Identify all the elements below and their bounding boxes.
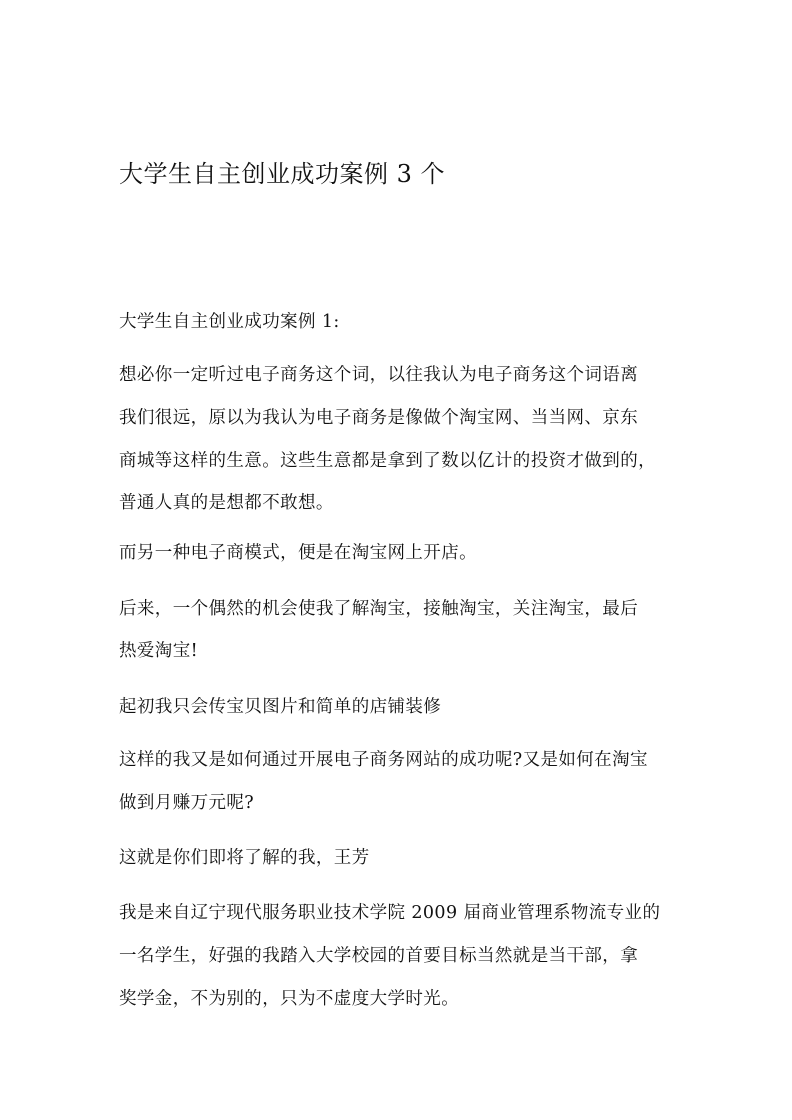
paragraph-line: 这就是你们即将了解的我，王芳 <box>119 848 370 868</box>
paragraph-line: 想必你一定听过电子商务这个词，以往我认为电子商务这个词语离 <box>119 365 639 385</box>
paragraph-line: 普通人真的是想都不敢想。 <box>119 493 334 513</box>
paragraph-line: 一名学生，好强的我踏入大学校园的首要目标当然就是当干部，拿 <box>119 946 639 966</box>
paragraph-line: 做到月赚万元呢? <box>119 793 255 813</box>
paragraph-line: 起初我只会传宝贝图片和简单的店铺装修 <box>119 697 442 717</box>
paragraph-line: 后来，一个偶然的机会使我了解淘宝，接触淘宝，关注淘宝，最后 <box>119 599 639 619</box>
paragraph-line: 商城等这样的生意。这些生意都是拿到了数以亿计的投资才做到的， <box>119 451 656 471</box>
paragraph-line: 我是来自辽宁现代服务职业技术学院 2009 届商业管理系物流专业的 <box>119 903 661 923</box>
paragraph-line: 奖学金，不为别的，只为不虚度大学时光。 <box>119 989 460 1009</box>
paragraph-line: 这样的我又是如何通过开展电子商务网站的成功呢?又是如何在淘宝 <box>119 750 648 770</box>
document-title: 大学生自主创业成功案例 3 个 <box>119 160 446 188</box>
paragraph-line: 我们很远，原以为我认为电子商务是像做个淘宝网、当当网、京东 <box>119 408 639 428</box>
paragraph-line: 而另一种电子商模式，便是在淘宝网上开店。 <box>119 543 477 563</box>
case-heading: 大学生自主创业成功案例 1: <box>119 312 340 332</box>
paragraph-line: 热爱淘宝! <box>119 641 199 661</box>
